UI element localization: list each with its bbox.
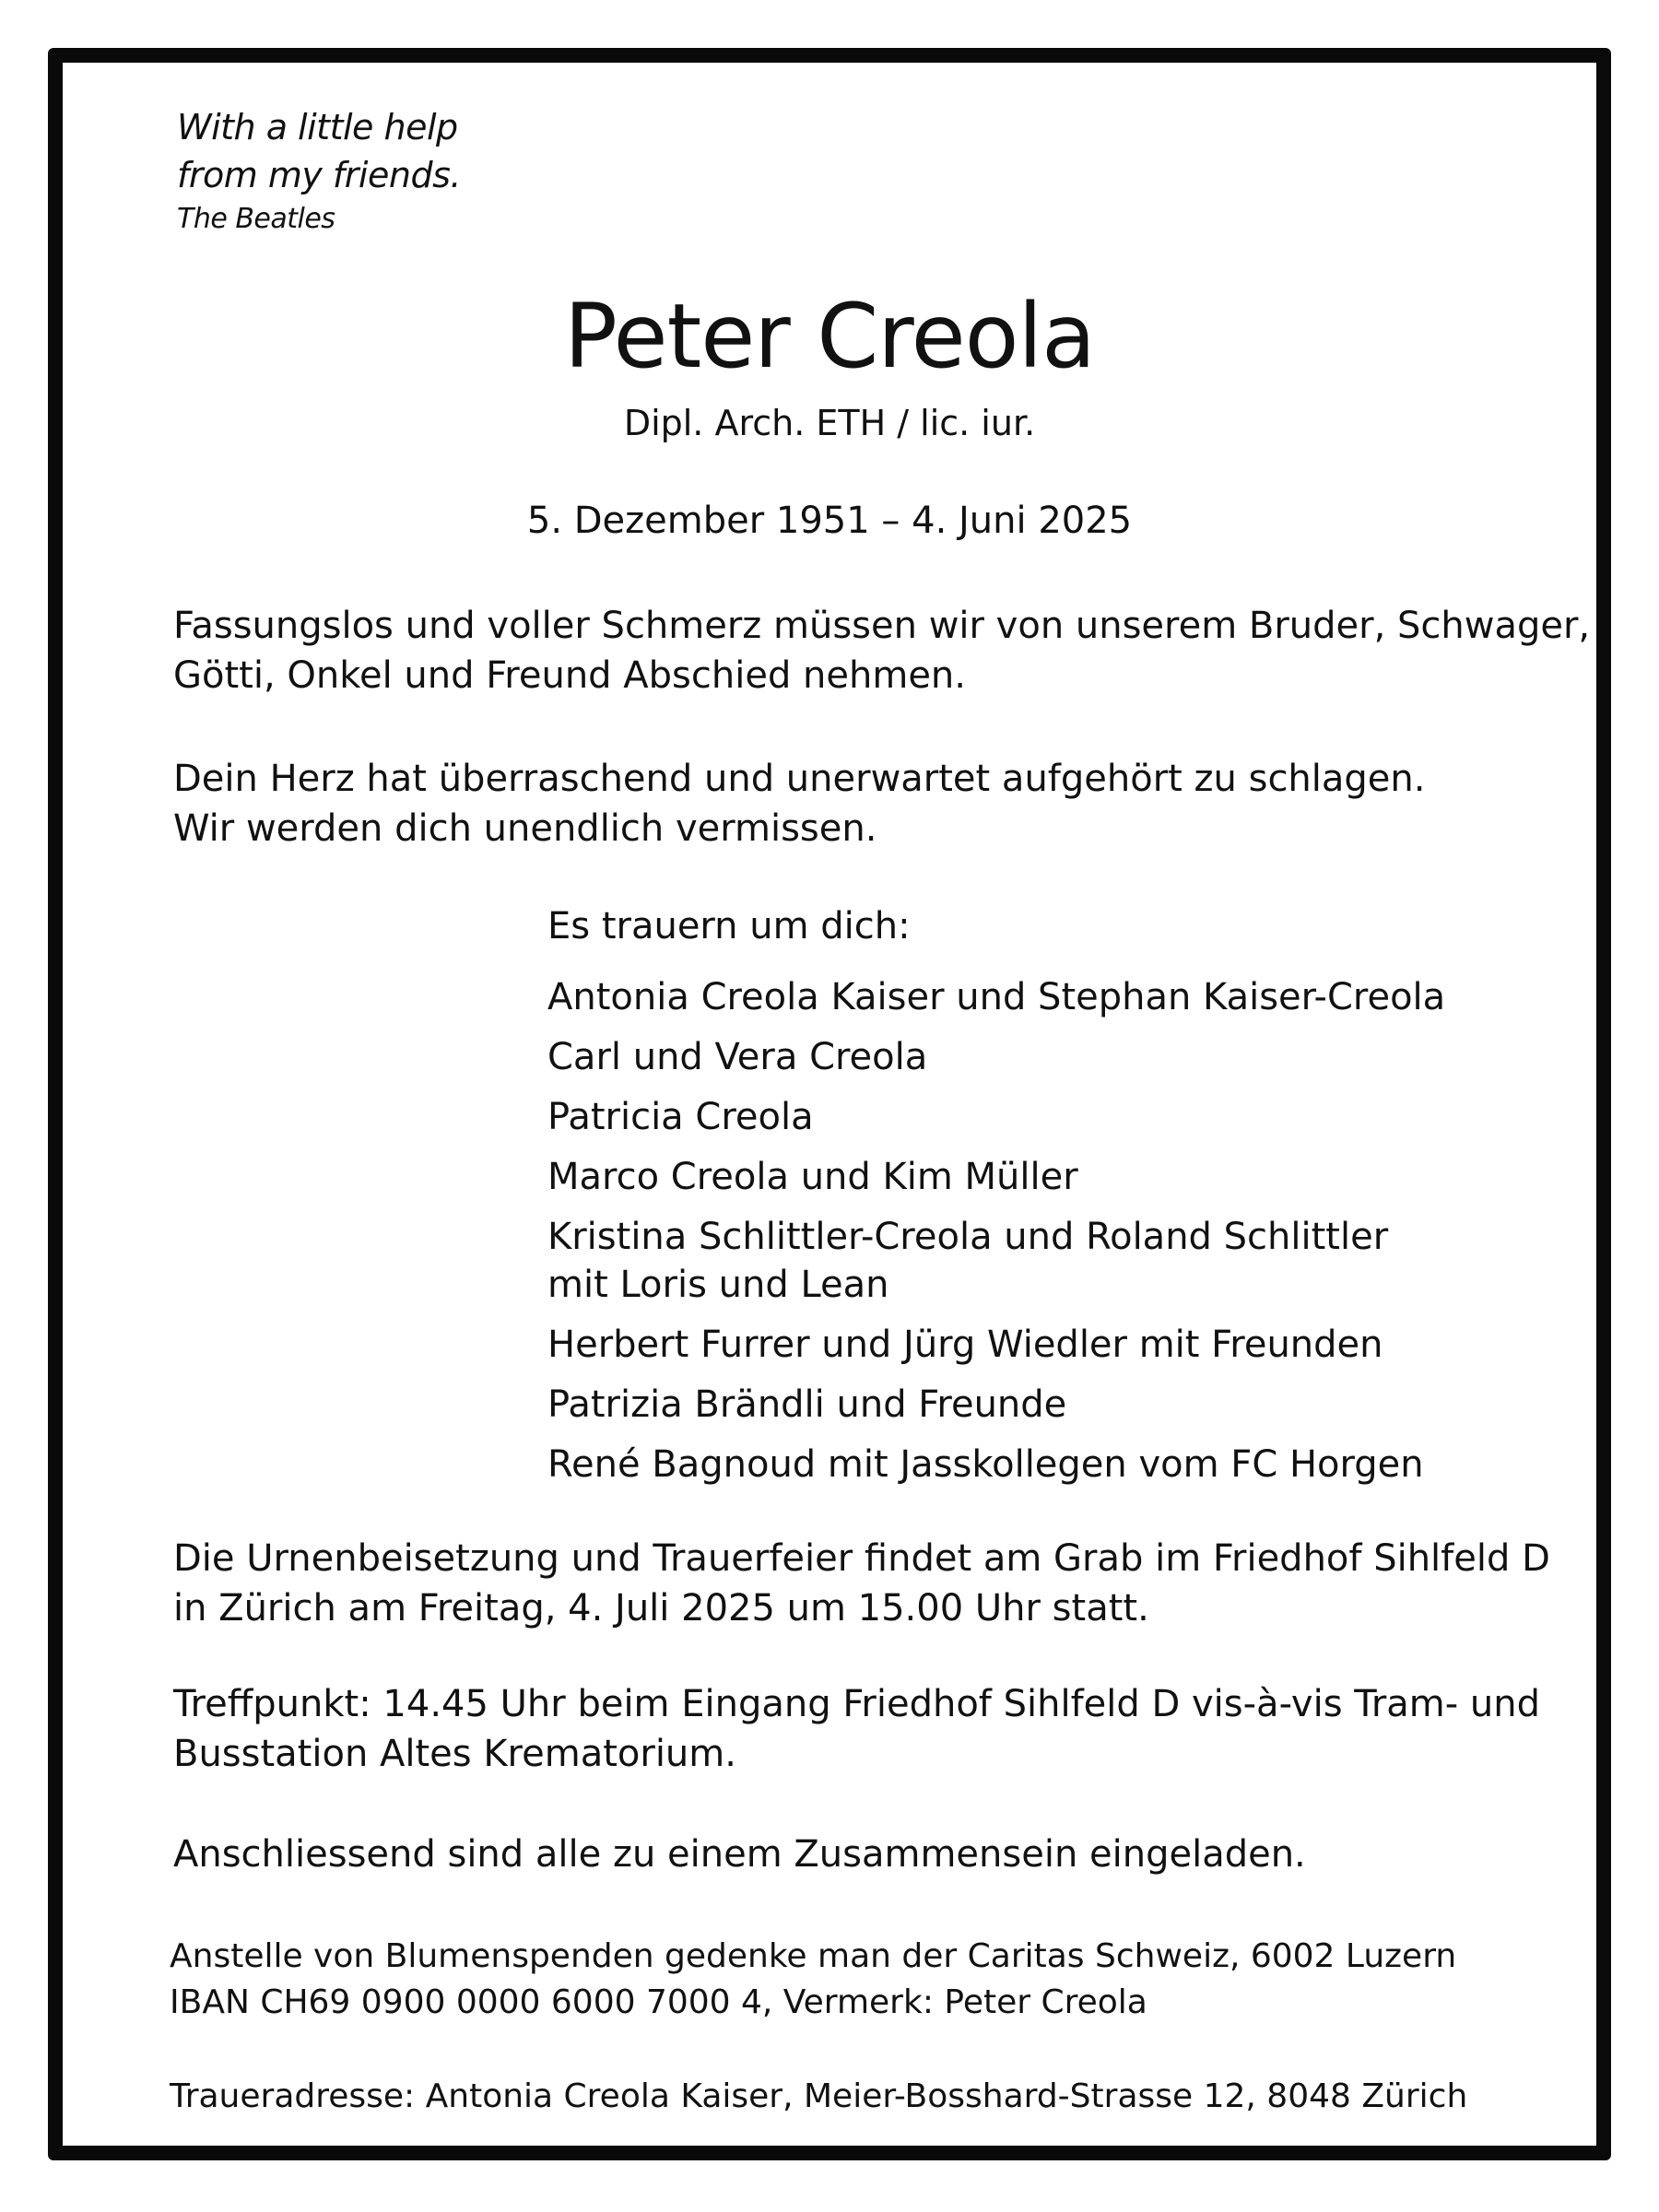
motto-line-2: from my friends. bbox=[177, 155, 461, 195]
mourners-heading: Es trauern um dich: bbox=[547, 905, 911, 947]
meeting-line-2: Busstation Altes Krematorium. bbox=[173, 1733, 736, 1775]
mourners-section bbox=[547, 901, 1445, 1500]
meeting-line-1: Treffpunkt: 14.45 Uhr beim Eingang Friedhof Sihlfeld D vis-à-vis Tram- und bbox=[173, 1683, 1540, 1725]
donation-line-1: Anstelle von Blumenspenden gedenke man der Caritas Schweiz, 6002 Luzern bbox=[170, 1937, 1457, 1975]
motto-quote bbox=[177, 103, 461, 240]
life-dates: 5. Dezember 1951 – 4. Juni 2025 bbox=[526, 500, 1133, 542]
ceremony-paragraph bbox=[173, 1534, 1550, 1633]
mourner-item: Herbert Furrer und Jürg Wiedler mit Freunden bbox=[547, 1324, 1383, 1366]
mourning-address: Traueradresse: Antonia Creola Kaiser, Meier-Bosshard-Strasse 12, 8048 Zürich bbox=[170, 2077, 1468, 2115]
motto-line-1: With a little help bbox=[177, 107, 458, 147]
ceremony-line-2: in Zürich am Freitag, 4. Juli 2025 um 15.00 Uhr statt. bbox=[173, 1587, 1149, 1630]
mourner-item-line: mit Loris und Lean bbox=[547, 1264, 889, 1306]
motto-attribution: The Beatles bbox=[177, 203, 335, 235]
intro-paragraph bbox=[173, 601, 1590, 700]
meeting-point-paragraph bbox=[173, 1679, 1540, 1779]
mourner-item: Carl und Vera Creola bbox=[547, 1036, 928, 1078]
mourner-item: Marco Creola und Kim Müller bbox=[547, 1156, 1078, 1198]
farewell-line-2: Wir werden dich unendlich vermissen. bbox=[173, 807, 877, 850]
mourner-item-line: Kristina Schlittler-Creola und Roland Schlittler bbox=[547, 1216, 1389, 1258]
mourner-item: René Bagnoud mit Jasskollegen vom FC Horgen bbox=[547, 1443, 1424, 1486]
deceased-name: Peter Creola bbox=[564, 285, 1095, 388]
mourner-item: Patrizia Brändli und Freunde bbox=[547, 1383, 1067, 1426]
farewell-line-1: Dein Herz hat überraschend und unerwartet aufgehört zu schlagen. bbox=[173, 758, 1426, 800]
mourner-item-multiline bbox=[547, 1213, 1445, 1309]
donation-line-2: IBAN CH69 0900 0000 6000 7000 4, Vermerk: Peter Creola bbox=[170, 1983, 1147, 2021]
intro-line-2: Götti, Onkel und Freund Abschied nehmen. bbox=[173, 654, 966, 697]
intro-line-1: Fassungslos und voller Schmerz müssen wir von unserem Bruder, Schwager, bbox=[173, 605, 1591, 647]
donation-paragraph bbox=[170, 1934, 1456, 2026]
deceased-title: Dipl. Arch. ETH / lic. iur. bbox=[623, 403, 1036, 443]
mourner-item: Antonia Creola Kaiser und Stephan Kaiser-Creola bbox=[547, 976, 1446, 1018]
mourner-item: Patricia Creola bbox=[547, 1096, 814, 1138]
invitation-text: Anschliessend sind alle zu einem Zusammensein eingeladen. bbox=[173, 1833, 1306, 1876]
mourners-list bbox=[547, 973, 1445, 1488]
farewell-paragraph bbox=[173, 754, 1425, 853]
ceremony-line-1: Die Urnenbeisetzung und Trauerfeier findet am Grab im Friedhof Sihlfeld D bbox=[173, 1537, 1550, 1580]
